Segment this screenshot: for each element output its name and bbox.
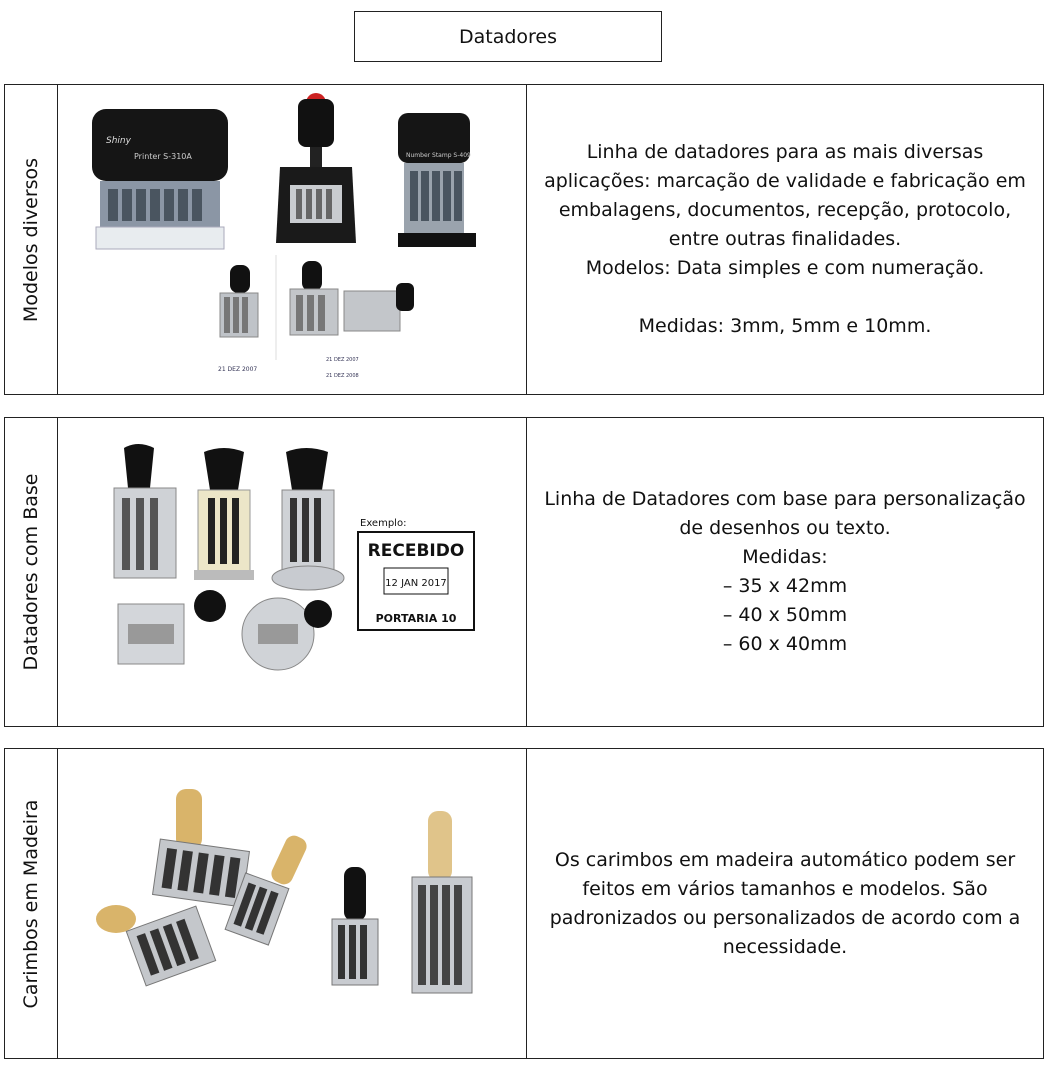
svg-text:Exemplo:: Exemplo: bbox=[360, 518, 407, 529]
section-side-label bbox=[5, 749, 58, 1058]
dater-black-handle-1 bbox=[114, 444, 176, 578]
section-carimbos-madeira bbox=[4, 748, 1044, 1059]
measurements-line: Medidas: 3mm, 5mm e 10mm. bbox=[638, 315, 932, 337]
datadores-base-illustration bbox=[58, 418, 526, 726]
wooden-stamp-3 bbox=[96, 905, 216, 986]
svg-text:21 DEZ 2008: 21 DEZ 2008 bbox=[326, 373, 359, 379]
description-line: necessidade. bbox=[722, 935, 848, 958]
description-line: aplicações: marcação de validade e fabricação em bbox=[544, 170, 1026, 192]
section-description bbox=[527, 418, 1043, 726]
section-description bbox=[527, 85, 1043, 394]
svg-text:PORTARIA 10: PORTARIA 10 bbox=[375, 612, 457, 625]
svg-text:12 JAN 2017: 12 JAN 2017 bbox=[385, 578, 447, 589]
description-line: Modelos: Data simples e com numeração. bbox=[585, 257, 985, 279]
dater-rectangular-base bbox=[118, 590, 226, 664]
description-line: embalagens, documentos, recepção, protocolo, bbox=[558, 199, 1012, 221]
dater-black-handle-2 bbox=[194, 448, 254, 580]
description-line: feitos em vários tamanhos e modelos. São bbox=[582, 877, 988, 900]
dater-black-handle-3 bbox=[272, 448, 344, 590]
section-modelos-diversos bbox=[4, 84, 1044, 395]
description-line: de desenhos ou texto. bbox=[679, 517, 891, 539]
section-label: Carimbos em Madeira bbox=[20, 799, 42, 1008]
page-title: Datadores bbox=[354, 11, 662, 62]
wooden-stamp-1 bbox=[153, 789, 250, 907]
svg-text:Number Stamp S-409: Number Stamp S-409 bbox=[406, 152, 471, 159]
black-handle-dater bbox=[332, 867, 378, 985]
description-line: – 35 x 42mm bbox=[722, 575, 848, 597]
datadores-diversos-illustration bbox=[58, 85, 526, 394]
tall-wooden-dater bbox=[412, 811, 472, 993]
angled-daters-image bbox=[290, 261, 414, 379]
carimbos-madeira-illustration bbox=[58, 749, 526, 1058]
product-image bbox=[58, 85, 527, 394]
description-line: Linha de datadores para as mais diversas bbox=[586, 141, 984, 163]
section-description bbox=[527, 749, 1043, 1058]
svg-text:21 DEZ 2007: 21 DEZ 2007 bbox=[218, 366, 258, 373]
printer-stamp-image bbox=[92, 109, 228, 249]
section-side-label bbox=[5, 418, 58, 726]
product-image bbox=[58, 418, 527, 726]
description-line: entre outras finalidades. bbox=[668, 228, 902, 250]
description-line: padronizados ou personalizados de acordo com a bbox=[549, 906, 1021, 929]
numbering-machine-image bbox=[276, 93, 356, 243]
section-side-label bbox=[5, 85, 58, 394]
section-label: Datadores com Base bbox=[20, 473, 42, 671]
product-image bbox=[58, 749, 527, 1058]
number-stamp-s409-image bbox=[398, 113, 476, 247]
svg-text:21 DEZ 2007: 21 DEZ 2007 bbox=[326, 357, 359, 363]
svg-text:RECEBIDO: RECEBIDO bbox=[367, 541, 465, 561]
dater-round-base bbox=[242, 598, 332, 670]
description-line: Medidas: bbox=[742, 546, 828, 568]
description-line: Linha de Datadores com base para personalização bbox=[544, 488, 1026, 510]
stamp-example bbox=[358, 518, 474, 630]
section-label: Modelos diversos bbox=[20, 157, 42, 322]
svg-text:Printer S-310A: Printer S-310A bbox=[134, 152, 192, 161]
svg-text:Shiny: Shiny bbox=[106, 136, 131, 146]
description-line: – 60 x 40mm bbox=[722, 633, 848, 655]
description-line: – 40 x 50mm bbox=[722, 604, 848, 626]
section-datadores-com-base bbox=[4, 417, 1044, 727]
description-line: Os carimbos em madeira automático podem ser bbox=[554, 848, 1016, 871]
small-dater-image bbox=[218, 255, 276, 373]
